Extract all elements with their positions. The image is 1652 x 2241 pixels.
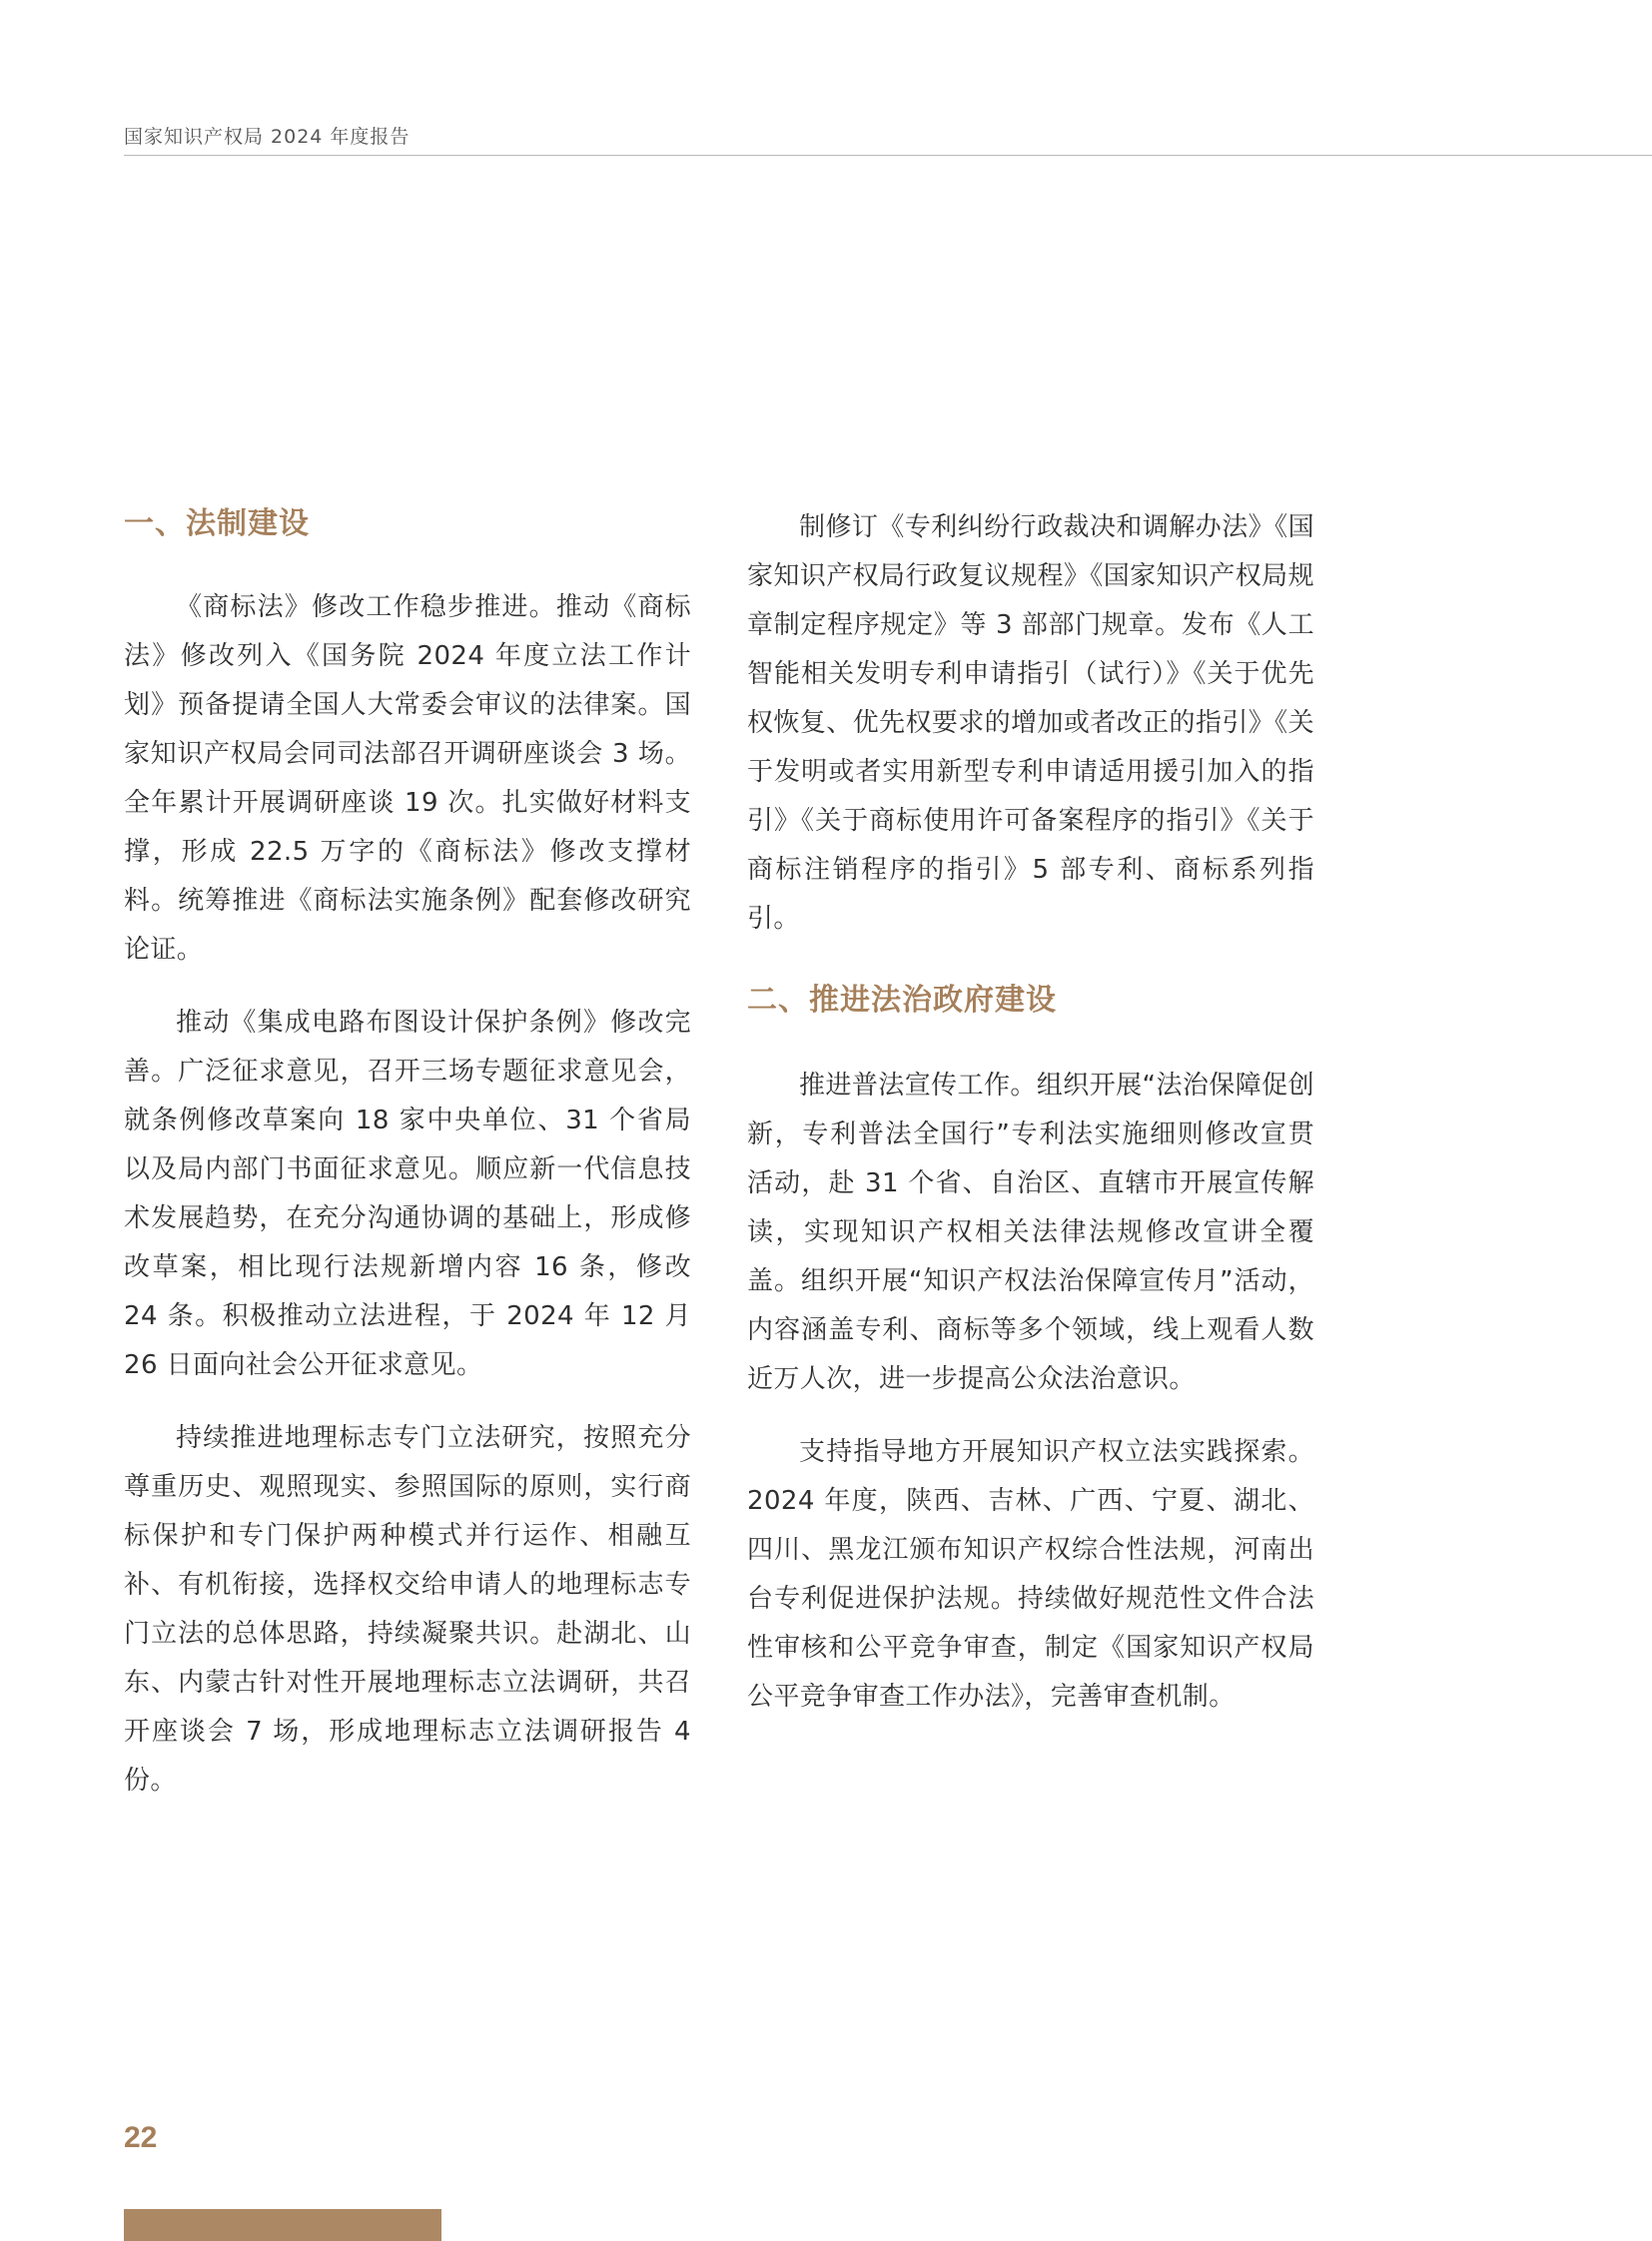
- paragraph-geographical-indication: 持续推进地理标志专门立法研究，按照充分尊重历史、观照现实、参照国际的原则，实行商标保护和专门保护两种模式并行运作、相融互补、有机衔接，选择权交给申请人的地理标志专门立法的总体思路，持续凝聚共识。赴湖北、山东、内蒙古针对性开展地理标志立法调研，共召开座谈会 7 场，形成地理标志立法调研报告 4 份。: [124, 1423, 691, 1796]
- paragraph-regulations-guidelines: 制修订《专利纠纷行政裁决和调解办法》《国家知识产权局行政复议规程》《国家知识产权局规章制定程序规定》等 3 部部门规章。发布《人工智能相关发明专利申请指引（试行）》《关于优先权恢复、优先权要求的增加或者改正的指引》《关于发明或者实用新型专利申请适用援引加入的指引》《关于商标使用许可备案程序的指引》《关于商标注销程序的指引》5 部专利、商标系列指引。: [747, 512, 1314, 934]
- paragraph-ic-layout-regulation: 推动《集成电路布图设计保护条例》修改完善。广泛征求意见，召开三场专题征求意见会，就条例修改草案向 18 家中央单位、31 个省局以及局内部门书面征求意见。顺应新一代信息技术发展趋势，在充分沟通协调的基础上，形成修改草案，相比现行法规新增内容 16 条，修改 24 条。积极推动立法进程，于 2024 年 12 月 26 日面向社会公开征求意见。: [124, 1008, 691, 1380]
- paragraph-trademark-law: 《商标法》修改工作稳步推进。推动《商标法》修改列入《国务院 2024 年度立法工作计划》预备提请全国人大常委会审议的法律案。国家知识产权局会同司法部召开调研座谈会 3 场。全年累计开展调研座谈 19 次。扎实做好材料支撑，形成 22.5 万字的《商标法》修改支撑材料。统筹推进《商标法实施条例》配套修改研究论证。: [124, 592, 691, 965]
- footer-accent-bar: [124, 2209, 441, 2241]
- paragraph-local-legislation: 支持指导地方开展知识产权立法实践探索。2024 年度，陕西、吉林、广西、宁夏、湖北、四川、黑龙江颁布知识产权综合性法规，河南出台专利促进保护法规。持续做好规范性文件合法性审核和公平竞争审查，制定《国家知识产权局公平竞争审查工作办法》，完善审查机制。: [747, 1437, 1314, 1712]
- left-column: [124, 503, 691, 1830]
- report-header-title: 国家知识产权局 2024 年度报告: [124, 126, 411, 148]
- paragraph-legal-publicity: 推进普法宣传工作。组织开展“法治保障促创新，专利普法全国行”专利法实施细则修改宣贯活动，赴 31 个省、自治区、直辖市开展宣传解读，实现知识产权相关法律法规修改宣讲全覆盖。组织开展“知识产权法治保障宣传月”活动，内容涵盖专利、商标等多个领域，线上观看人数近万人次，进一步提高公众法治意识。: [747, 1071, 1314, 1394]
- section-heading-rule-of-law-government: 二、推进法治政府建设: [747, 983, 1057, 1018]
- header-divider: [124, 155, 1652, 156]
- section-heading-legal-system: 一、法制建设: [124, 506, 310, 541]
- page-number: 22: [124, 2121, 158, 2154]
- right-column: [747, 503, 1314, 1746]
